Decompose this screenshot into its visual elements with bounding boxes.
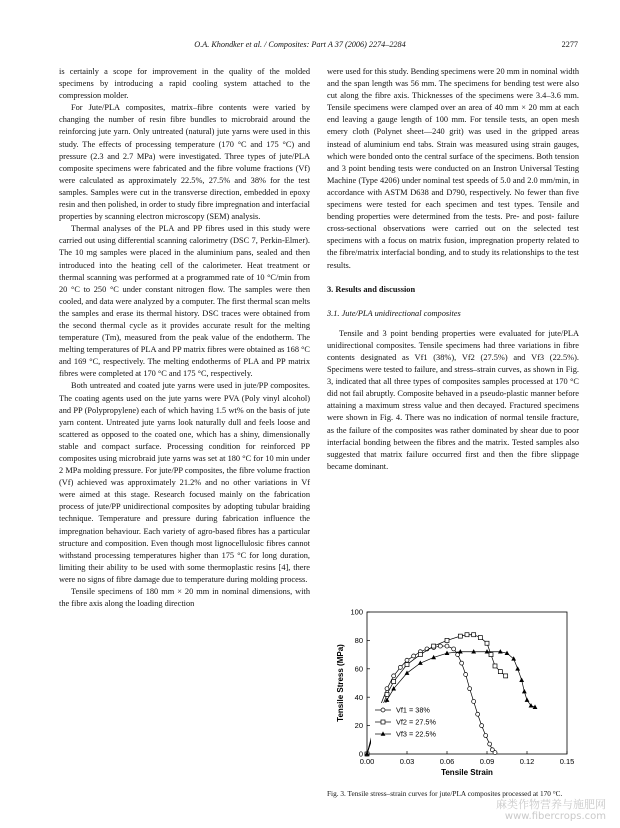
data-point	[460, 661, 464, 665]
data-point	[445, 644, 449, 648]
page-number: 2277	[561, 40, 578, 49]
data-point	[472, 699, 476, 703]
data-point	[504, 674, 508, 678]
running-title: O.A. Khondker et al. / Composites: Part A 37 (2006) 2274–2284	[194, 40, 406, 49]
data-point	[480, 724, 484, 728]
data-point	[392, 680, 396, 684]
y-tick-label: 0	[358, 749, 363, 759]
data-point	[493, 664, 497, 668]
data-point	[438, 644, 442, 648]
legend-entry: Vf1 = 38%	[396, 705, 430, 715]
y-tick-label: 40	[354, 692, 363, 702]
data-point	[468, 687, 472, 691]
x-axis-label: Tensile Strain	[441, 768, 493, 777]
subsection-heading: 3.1. Jute/PLA unidirectional composites	[327, 308, 461, 318]
left-column	[59, 66, 310, 610]
paragraph: is certainly a scope for improvement in the quality of the molded specimens by introducing a rapid cooling system attached to the compression molder.	[59, 67, 310, 101]
x-tick-label: 0.15	[559, 757, 575, 766]
data-point	[405, 658, 409, 662]
right-column	[327, 66, 579, 473]
data-point	[452, 647, 456, 651]
figure-3	[327, 604, 579, 784]
data-point	[412, 654, 416, 658]
data-point	[498, 649, 503, 653]
data-point	[405, 670, 410, 674]
y-tick-label: 80	[354, 636, 363, 645]
watermark-text: 麻类作物营养与施肥网	[496, 798, 606, 811]
paragraph: Thermal analyses of the PLA and PP fibres used in this study were carried out using differential scanning calorimetry (DSC 7, Perkin-Elmer). The 10 mg samples were placed in the aluminium pans, sealed and then introduced into the heating cell of the calorimeter. Heat treatment or thermal scanning was performed at a programmed rate of 10 °C/min from 20 °C to 250 °C under constant nitrogen flow. The samples were then cooled, and data were analyzed by a computer. The first thermal scan melts the samples and erase its thermal history. DSC traces were obtained from the second thermal cycle as it provides accurate result for the melting temperature (Tm), measured from the peak value of the endotherm. The melting temperatures of PLA and PP matrix fibres were obtained as 168 °C and 169 °C, respectively. The melting endotherms of PLA and PP matrix fibres were completed at 170 °C and 175 °C, respectively.	[59, 224, 310, 379]
data-point	[498, 670, 502, 674]
paragraph: Tensile specimens of 180 mm × 20 mm in nominal dimensions, with the fibre axis along the loading direction	[59, 587, 310, 609]
x-tick-label: 0.03	[399, 757, 415, 766]
data-point	[522, 689, 527, 693]
data-point	[478, 636, 482, 640]
data-point	[398, 665, 402, 669]
page-header	[0, 40, 620, 54]
data-point	[511, 656, 516, 660]
legend-marker	[381, 708, 385, 712]
data-point	[519, 678, 524, 682]
data-point	[472, 633, 476, 637]
y-tick-label: 100	[350, 607, 363, 617]
y-tick-label: 20	[354, 721, 363, 731]
data-point	[525, 697, 530, 701]
data-point	[476, 712, 480, 716]
data-point	[485, 641, 489, 645]
x-tick-label: 0.09	[479, 757, 495, 766]
legend-entry: Vf3 = 22.5%	[396, 729, 436, 739]
data-point	[458, 649, 463, 653]
data-point	[392, 674, 396, 678]
data-point	[471, 649, 476, 653]
watermark-url: www.fibercrops.com	[504, 811, 606, 822]
paragraph: were used for this study. Bending specimens were 20 mm in nominal width and the span length was 56 mm. The specimens for bending test were also cut along the fibre axis. Thicknesses of the specimens were 3.4–3.6 mm. Tensile specimens were clamped over an area of 40 mm × 20 mm at each end leaving a gauge length of 100 mm. For tensile tests, an open mesh emery cloth (Polynet sheet—240 grit) was used in the gripped areas instead of aluminium end tabs. Strain was measured using strain gauges, which were bonded onto the central surface of the specimens. Both tension and 3 point bending tests were conducted on an Instron Universal Testing Machine (Type 4206) under nominal test speeds of 5.0 and 2.0 mm/min, in accordance with ASTM D638 and D790, respectively. No fewer than five specimens were tested for each specimen and test types. Tensile and bending properties were determined from the tests. Pre- and post- failure cross-sectional observations were carried out on the selected test specimens with a focus on matrix fusion, impregnation property related to the fibre/matrix interfacial bonding, and to study its relationships to the test results.	[327, 67, 579, 270]
data-point	[485, 649, 490, 653]
data-point	[465, 633, 469, 637]
x-tick-label: 0.06	[439, 757, 455, 766]
data-point	[418, 653, 422, 657]
data-point	[464, 672, 468, 676]
paragraph: Both untreated and coated jute yarns were used in jute/PP composites. The coating agents used on the jute yarns were PVA (Poly vinyl alcohol) and PP (Polypropylene) each of which having 1.5 wt% on the basis of jute yarn content. Untreated jute yarns look naturally dull and feels loose and scattered as opposed to the coated one, which has a shiny, dimensionally stable and compact surface. Processing condition for reinforced PP composites using microbraid jute yarns was set at 180 °C for 10 min under 2 MPa molding pressure. For jute/PP composites, the fibre volume fraction (Vf) achieved was approximately 21.2% and no other variations in Vf were aimed at this stage. Research focused mainly on the fabrication process of jute/PP unidirectional composites by adopting tubular braiding technique. Temperature and pressure during fabrication influence the impregnation behaviour. Each variety of agro-based fibres has a particular structure and composition. Even though most lignocellulosic fibres cannot withstand processing temperatures higher than 175 °C for long duration, limiting their ability to be used with some thermoplastic resins [4], there were no signs of fibre damage due to temperature during molding process.	[59, 381, 310, 584]
data-point	[385, 692, 389, 696]
data-point	[484, 734, 488, 738]
paragraph: For Jute/PLA composites, matrix–fibre contents were varied by changing the number of resin fibre bundles to microbraid around the reinforcing jute yarn. Only untreated (natural) jute yarns were used in this study. The effects of processing temperature (170 °C and 175 °C) and pressure (2.3 and 2.7 MPa) were investigated. Three types of jute/PLA composite specimens were fabricated and the fibre volume fractions (Vf) were calculated as approximately 22.5%, 27.5% and 38% for the test samples. Samples were cut in the transverse direction, embedded in epoxy resin and then polished, in order to study fibre impregnation and interfacial properties by scanning electron microscopy (SEM) analysis.	[59, 103, 310, 222]
data-point	[489, 653, 493, 657]
section-heading: 3. Results and discussion	[327, 284, 416, 294]
paragraph: Tensile and 3 point bending properties were evaluated for jute/PLA unidirectional composites. Tensile specimens had three variations in fibre contents designated as Vf1 (38%), Vf2 (27.5%) and Vf3 (22.5%). Specimens were tested to failure, and stress–strain curves, as shown in Fig. 3, indicated that all three types of composites samples processed at 170 °C did not fail abruptly. Composite behaved in a pseudo-plastic manner before attaining a maximum stress value and then decayed. Fractured specimens were shown in Fig. 4. There was no indication of normal tensile fracture, as the failure of the composites was rather dominated by shear due to poor interfacial bonding between the fibres and the matrix. Tested samples also suggested that matrix failure occurred first and then the fibre slippage became dominant.	[327, 328, 579, 471]
data-point	[445, 638, 449, 642]
data-point	[488, 742, 492, 746]
y-tick-label: 60	[354, 664, 363, 674]
data-point	[458, 634, 462, 638]
x-tick-label: 0.00	[359, 757, 375, 766]
figure-caption: Fig. 3. Tensile stress–strain curves for jute/PLA composites processed at 170 °C.	[327, 789, 563, 798]
data-point	[515, 666, 520, 670]
y-axis-label: Tensile Stress (MPa)	[336, 644, 345, 722]
watermark	[496, 799, 606, 823]
x-tick-label: 0.12	[519, 757, 535, 766]
data-point	[405, 663, 409, 667]
data-point	[432, 644, 436, 648]
legend-entry: Vf2 = 27.5%	[396, 717, 436, 727]
legend-marker	[381, 720, 385, 724]
stress-strain-chart	[327, 604, 579, 784]
data-point	[385, 687, 389, 691]
data-point	[493, 751, 497, 755]
